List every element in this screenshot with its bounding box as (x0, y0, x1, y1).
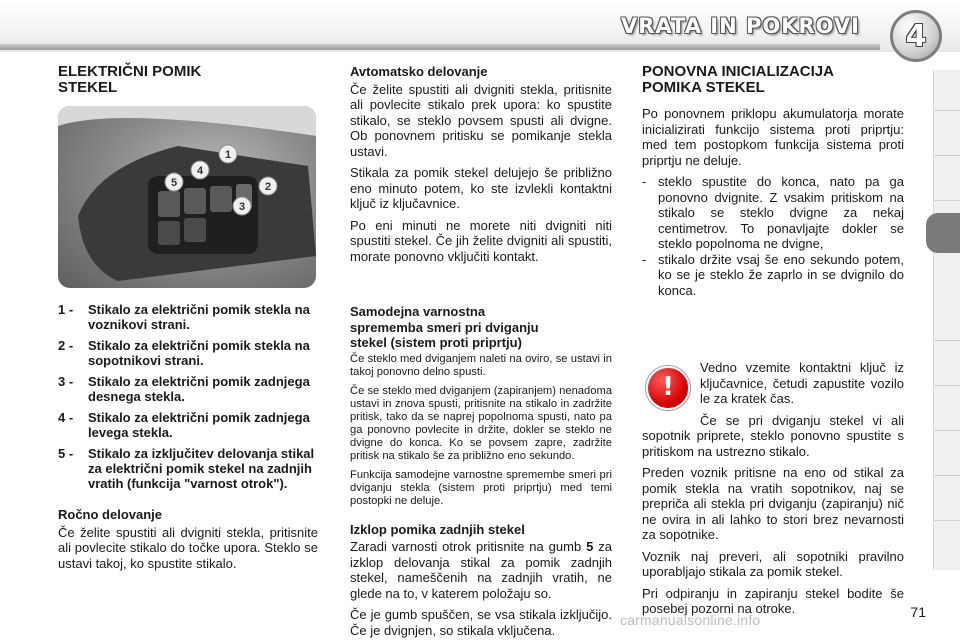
anti-pinch-p2: Če se steklo med dviganjem (zapiranjem) nenadoma ustavi in znova spusti, pritisnite na stikalo in zadržite pritisk, tako da se naprej popolnoma spusti, nato pa ga ponovno povlecite in držite, dokler se steklo ne dvigne do konca. Ko se povsem zapre, zadržite pritisk na stikalo še za približno eno sekundo. (350, 384, 612, 462)
chapter-title: VRATA IN POKROVI (620, 14, 860, 38)
heading-line: sprememba smeri pri dviganju (350, 319, 539, 335)
reinitialisation-steps (642, 174, 904, 298)
reinitialisation-heading (642, 64, 904, 96)
legend-number: 2 - (58, 338, 74, 353)
legend-number: 3 - (58, 374, 74, 389)
column-right (642, 64, 904, 623)
door-switch-photo (58, 106, 316, 288)
bullet-dash: - (642, 251, 647, 267)
rear-windows-lock-p1 (350, 539, 612, 601)
watermark: carmanualsonline.info (620, 612, 761, 628)
warning-icon (646, 366, 690, 410)
heading-line: Samodejna varnostna (350, 304, 486, 319)
anti-pinch-p1: Če steklo med dviganjem naleti na oviro, se ustavi in takoj ponovno delno spusti. (350, 352, 612, 378)
tab-divider (934, 155, 960, 156)
list-item (642, 174, 904, 252)
active-chapter-tab[interactable] (926, 213, 960, 253)
legend-item (58, 374, 318, 404)
switch-passenger (210, 186, 232, 212)
column-middle (350, 64, 612, 644)
legend-item (58, 446, 318, 491)
legend-number: 5 - (58, 446, 74, 461)
switch-rear-right (184, 188, 206, 214)
column-left (58, 64, 318, 577)
warning-p4: Voznik naj preveri, ali sopotniki pravilno uporabljajo stikala za pomik stekel. (642, 548, 904, 579)
anti-pinch-heading (350, 304, 612, 351)
page-number: 71 (910, 604, 926, 620)
rear-windows-lock-heading: Izklop pomika zadnjih stekel (350, 521, 525, 537)
tab-divider (934, 110, 960, 111)
auto-operation-p2: Stikala za pomik stekel delujejo še približno eno minuto potem, ko ste izvlekli kontaktni ključ iz ključavnice. (350, 165, 612, 211)
warning-block (642, 360, 904, 617)
callout-label-4: 4 (196, 165, 204, 177)
legend-text: Stikalo za električni pomik stekla na voznikovi strani. (88, 302, 310, 332)
legend-text: Stikalo za električni pomik stekla na sopotnikovi strani. (88, 338, 310, 368)
warning-p1: Vedno vzemite kontaktni ključ iz ključavnice, četudi zapustite vozilo le za kratek čas. (700, 360, 904, 406)
switch-aux (184, 218, 206, 242)
warning-p3: Preden voznik pritisne na eno od stikal za pomik stekla na vratih sopotnikov, naj se prepriča ali stekla pri dviganju (zapiranju) nič ne ovira in ali lahko to stori brez nevarnosti za sopotnike. (642, 465, 904, 542)
rear-windows-lock-p2: Če je gumb spuščen, se vsa stikala izključijo. Če je dvignjen, so stikala vključena. (350, 607, 612, 638)
manual-operation-heading: Ročno delovanje (58, 507, 163, 522)
tab-divider (934, 340, 960, 341)
legend-number: 1 - (58, 302, 74, 317)
side-tab-strip (933, 70, 960, 570)
tab-divider (934, 200, 960, 201)
switch-lock (158, 221, 180, 245)
auto-operation-heading: Avtomatsko delovanje (350, 64, 488, 79)
heading-line: STEKEL (58, 79, 118, 96)
tab-divider (934, 475, 960, 476)
legend-text: Stikalo za izključitev delovanja stikal za električni pomik stekel na zadnjih vratih (funkcija "varnost otrok"). (88, 446, 315, 491)
list-item-text: steklo spustite do konca, nato pa ga ponovno dvignite. Z vsakim pritiskom na stikalo se steklo dvigne za nekaj centimetrov. To ponavljajte dokler se steklo popolnoma ne dvigne, (658, 174, 904, 251)
text-run: za izklop delovanja stikal za pomik zadnjih stekel, nameščenih na zadnjih vratih, ne glede na to, v katerem položaju so. (350, 539, 612, 601)
tab-divider (934, 430, 960, 431)
list-item (642, 252, 904, 299)
legend-item (58, 338, 318, 368)
tab-divider (934, 385, 960, 386)
callout-label-1: 1 (224, 149, 232, 161)
legend-text: Stikalo za električni pomik zadnjega desnega stekla. (88, 374, 310, 404)
door-trim-top (58, 106, 316, 136)
chapter-number-badge (890, 10, 942, 62)
tab-divider (934, 520, 960, 521)
legend-number: 4 - (58, 410, 74, 425)
switch-rear-left (158, 191, 180, 217)
callout-label-5: 5 (170, 177, 178, 189)
list-item-text: stikalo držite vsaj še eno sekundo potem, ko se je steklo že zaprlo in se dvignilo do konca. (658, 251, 904, 298)
warning-p2 (642, 413, 904, 460)
exclamation-glyph: ! (662, 372, 674, 403)
callout-label-2: 2 (264, 181, 272, 193)
heading-line: ELEKTRIČNI POMIK (58, 63, 202, 80)
legend-item (58, 302, 318, 332)
text-run: Če se pri dviganju stekel vi ali sopotnik priprete, steklo ponovno spustite s pritiskom na ustrezno stikalo. (642, 412, 904, 459)
heading-line: stekel (sistem proti priprtju) (350, 335, 522, 350)
bullet-dash: - (642, 174, 647, 189)
button-reference: 5 (586, 539, 594, 554)
reinitialisation-intro: Po ponovnem priklopu akumulatorja morate inicializirati funkcijo sistema proti priprtju: med tem postopkom funkcija sistema proti priprtju ne deluje. (642, 106, 904, 168)
header-rule (0, 44, 880, 50)
heading-line: POMIKA STEKEL (642, 79, 765, 96)
auto-operation-p3: Po eni minuti ne morete niti dvigniti niti spustiti stekel. Če jih želite dvigniti ali spustiti, morate ponovno vključiti kontakt. (350, 217, 612, 264)
anti-pinch-p3: Funkcija samodejne varnostne spremembe smeri pri dviganju stekla (sistem proti priprtju) med temi postopki ne deluje. (350, 468, 612, 507)
chapter-number: 4 (905, 18, 927, 54)
warning-p5: Pri odpiranju in zapiranju stekel bodite še posebej pozorni na otroke. (642, 585, 904, 616)
text-run: Zaradi varnosti otrok pritisnite na gumb (350, 539, 582, 554)
legend-text: Stikalo za električni pomik zadnjega levega stekla. (88, 410, 310, 440)
auto-operation-p1: Če želite spustiti ali dvigniti stekla, pritisnite ali povlecite stikalo prek upora: ko spustite stikalo, se steklo povsem spusti ali dvigne. Ob ponovnem pritisku se pomikanje stekla ustavi. (350, 81, 612, 159)
door-switch-illustration (58, 106, 316, 288)
callout-label-3: 3 (238, 201, 246, 213)
legend-item (58, 410, 318, 440)
section-heading-power-windows (58, 64, 318, 96)
manual-operation-text: Če želite spustiti ali dvigniti stekla, pritisnite ali povlecite stikalo do točke upora. Steklo se ustavi takoj, ko spustite stikalo. (58, 524, 318, 571)
heading-line: PONOVNA INICIALIZACIJA (642, 63, 834, 80)
switch-legend-list (58, 302, 318, 491)
